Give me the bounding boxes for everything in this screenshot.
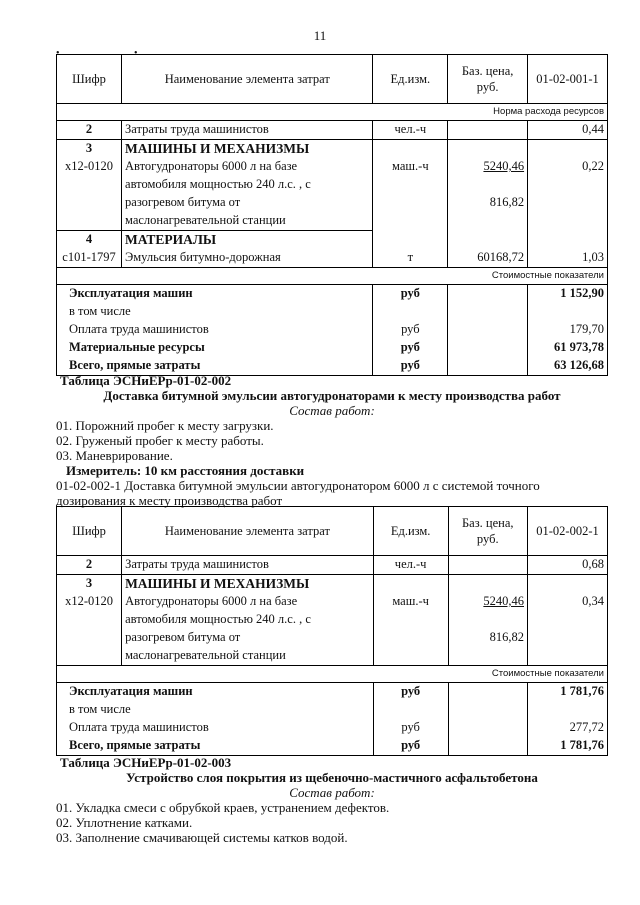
band-cost: Стоимостные показатели bbox=[57, 268, 608, 285]
table-subtitle: Доставка битумной эмульсии автогудронаторами к месту производства работ bbox=[103, 388, 561, 403]
col-name: Наименование элемента затрат bbox=[122, 55, 373, 104]
table-row: 3 МАШИНЫ И МЕХАНИЗМЫ bbox=[57, 575, 608, 594]
table-row: х12-0120 Автогудронаторы 6000 л на базе маш.-ч 5240,46 0,34 bbox=[57, 593, 608, 611]
table-title: Таблица ЭСНиЕРр-01-02-002 bbox=[60, 373, 232, 388]
work-label: Состав работ: bbox=[289, 403, 375, 418]
table-header bbox=[57, 55, 608, 104]
norm-description-cont: дозирования к месту производства работ bbox=[56, 493, 283, 508]
table-row: 2 Затраты труда машинистов чел.-ч 0,44 bbox=[57, 121, 608, 140]
work-label: Состав работ: bbox=[289, 785, 375, 800]
summary-row: в том числе bbox=[57, 303, 608, 321]
summary-row: Всего, прямые затраты руб 1 781,76 bbox=[57, 737, 608, 756]
band-cost: Стоимостные показатели bbox=[57, 666, 608, 683]
summary-row: Материальные ресурсы руб 61 973,78 bbox=[57, 339, 608, 357]
table-row: 2 Затраты труда машинистов чел.-ч 0,68 bbox=[57, 556, 608, 575]
col-price: Баз. цена, руб. bbox=[448, 55, 528, 104]
table-header: Шифр Наименование элемента затрат Ед.изм. Баз. цена, руб. 01-02-002-1 bbox=[57, 507, 608, 556]
work-item: 01. Порожний пробег к месту загрузки. bbox=[56, 418, 274, 433]
resource-table-1: Шифр Наименование элемента затрат Ед.изм. Баз. цена, руб. 01-02-001-1 Норма расхода ресурсов 2 Затраты труда машинистов чел.-ч 0,44 3 МАШИНЫ И МЕХАНИЗМЫ х12-0120 Автогудронаторы 6000 л на базе маш.-ч 5240,46 0,22 автомобиля мощностью 240 л.с. , с разогревом битума от 816,82 маслонагревательной станции 4 МАТЕРИАЛЫ с101-1797 Эмульсия битумно-дорожная т 60168,72 1,03 Стоимостные показатели Эксплуатация машин руб 1 152,90 в том числе Оплата труда машинистов руб 179,70 Материальные ресурсы руб 61 973,78 Всего, прямые затраты руб 63 126,68 bbox=[56, 54, 608, 376]
table-subtitle: Устройство слоя покрытия из щебеночно-мастичного асфальтобетона bbox=[126, 770, 538, 785]
work-item: 03. Маневрирование. bbox=[56, 448, 173, 463]
summary-row: Эксплуатация машин руб 1 781,76 bbox=[57, 683, 608, 702]
col-code: Шифр bbox=[57, 55, 122, 104]
table-row: с101-1797 Эмульсия битумно-дорожная т 60168,72 1,03 bbox=[57, 249, 608, 268]
table-row: 3 МАШИНЫ И МЕХАНИЗМЫ bbox=[57, 140, 608, 159]
summary-row: Оплата труда машинистов руб 179,70 bbox=[57, 321, 608, 339]
col-unit: Ед.изм. bbox=[373, 55, 448, 104]
table-title: Таблица ЭСНиЕРр-01-02-003 bbox=[60, 755, 232, 770]
scan-marks: • • bbox=[56, 48, 174, 59]
norm-description: 01-02-002-1 Доставка битумной эмульсии автогудронатором 6000 л с системой точного bbox=[56, 478, 540, 493]
meter-label: Измеритель: 10 км расстояния доставки bbox=[66, 463, 305, 478]
band-norm: Норма расхода ресурсов bbox=[57, 104, 608, 121]
work-item: 03. Заполнение смачивающей системы катков водой. bbox=[56, 830, 348, 845]
summary-row: Оплата труда машинистов руб 277,72 bbox=[57, 719, 608, 737]
work-item: 01. Укладка смеси с обрубкой краев, устранением дефектов. bbox=[56, 800, 390, 815]
summary-row: в том числе bbox=[57, 701, 608, 719]
summary-row: Эксплуатация машин руб 1 152,90 bbox=[57, 285, 608, 304]
work-item: 02. Уплотнение катками. bbox=[56, 815, 193, 830]
work-item: 02. Груженый пробег к месту работы. bbox=[56, 433, 264, 448]
table-row: 4 МАТЕРИАЛЫ bbox=[57, 231, 608, 250]
page-number: 11 bbox=[313, 28, 327, 43]
summary-row: Всего, прямые затраты руб 63 126,68 bbox=[57, 357, 608, 376]
col-id: 01-02-001-1 bbox=[528, 55, 608, 104]
table-row: х12-0120 Автогудронаторы 6000 л на базе маш.-ч 5240,46 0,22 bbox=[57, 158, 608, 176]
resource-table-2: Шифр Наименование элемента затрат Ед.изм. Баз. цена, руб. 01-02-002-1 2 Затраты труда машинистов чел.-ч 0,68 3 МАШИНЫ И МЕХАНИЗМЫ х12-0120 Автогудронаторы 6000 л на базе маш.-ч 5240,46 0,34 автомобиля мощностью 240 л.с. , с разогревом битума от 816,82 маслонагревательной станции Стоимостные показатели Эксплуатация машин руб 1 781,76 в том числе Оплата труда машинистов руб 277,72 Всего, прямые затраты руб 1 781,76 bbox=[56, 506, 608, 756]
